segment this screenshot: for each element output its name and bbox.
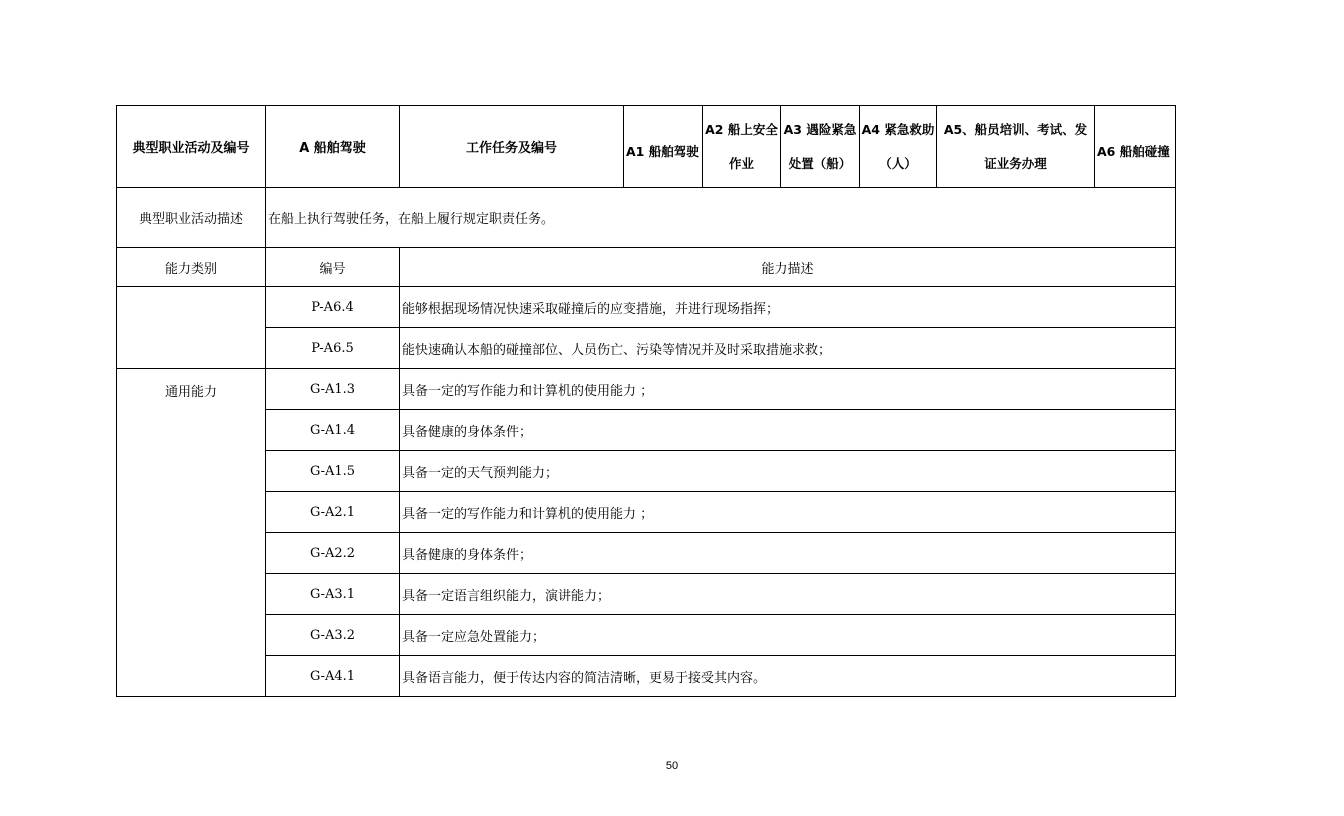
row-code: G-A1.5 — [266, 451, 400, 492]
row-desc: 具备语言能力，便于传达内容的简洁清晰，更易于接受其内容。 — [400, 656, 1176, 697]
row-code: G-A1.3 — [266, 369, 400, 410]
task-a2 — [703, 106, 781, 188]
row-desc: 具备一定的天气预判能力； — [400, 451, 1176, 492]
row-code: G-A2.2 — [266, 533, 400, 574]
row-desc: 具备健康的身体条件； — [400, 533, 1176, 574]
table-row — [117, 656, 1176, 697]
row-code: G-A4.1 — [266, 656, 400, 697]
task-a5-line1: A5、船员培训、考试、发 — [943, 121, 1088, 137]
row-desc: 能快速确认本船的碰撞部位、人员伤亡、污染等情况并及时采取措施求救； — [400, 328, 1176, 369]
general-category-cell: 通用能力 — [117, 369, 266, 697]
table-row — [117, 533, 1176, 574]
table-row — [117, 574, 1176, 615]
page-number: 50 — [665, 760, 679, 772]
task-a2-line2: 作业 — [728, 155, 754, 171]
task-a2-line1: A2 船上安全 — [705, 121, 778, 137]
table-row — [117, 328, 1176, 369]
row-desc: 能够根据现场情况快速采取碰撞后的应变措施，并进行现场指挥； — [400, 287, 1176, 328]
header-row — [117, 106, 1176, 188]
task-label: 工作任务及编号 — [400, 106, 624, 188]
table-row — [117, 410, 1176, 451]
table-row — [117, 615, 1176, 656]
activity-value: A 船舶驾驶 — [266, 106, 400, 188]
code-header: 编号 — [266, 248, 400, 287]
competency-table — [116, 105, 1176, 697]
task-a5-line2: 证业务办理 — [984, 155, 1047, 171]
desc-header: 能力描述 — [400, 248, 1176, 287]
row-desc: 具备一定应急处置能力； — [400, 615, 1176, 656]
description-label: 典型职业活动描述 — [117, 188, 266, 248]
task-a1-line1: A1 船舶驾驶 — [626, 143, 699, 159]
column-header-row — [117, 248, 1176, 287]
task-a1 — [624, 106, 703, 188]
row-desc: 具备健康的身体条件； — [400, 410, 1176, 451]
row-code: G-A2.1 — [266, 492, 400, 533]
row-code: P-A6.5 — [266, 328, 400, 369]
table-row — [117, 369, 1176, 410]
row-code: G-A1.4 — [266, 410, 400, 451]
row-desc: 具备一定语言组织能力，演讲能力； — [400, 574, 1176, 615]
task-a4-line2: （人） — [879, 155, 917, 171]
task-a3-line2: 处置（船） — [788, 155, 852, 171]
row-code: G-A3.2 — [266, 615, 400, 656]
task-a6-line1: A6 船舶碰撞 — [1097, 143, 1170, 159]
row-desc: 具备一定的写作能力和计算机的使用能力 ； — [400, 369, 1176, 410]
category-cell-empty — [117, 287, 266, 369]
task-a3 — [781, 106, 860, 188]
task-a4-line1: A4 紧急救助 — [861, 121, 935, 137]
table-row — [117, 492, 1176, 533]
task-a5 — [937, 106, 1095, 188]
task-a3-line1: A3 遇险紧急 — [783, 121, 857, 137]
description-row — [117, 188, 1176, 248]
table-row — [117, 451, 1176, 492]
category-header: 能力类别 — [117, 248, 266, 287]
task-a6 — [1095, 106, 1176, 188]
task-a4 — [860, 106, 937, 188]
activity-label: 典型职业活动及编号 — [117, 106, 266, 188]
row-desc: 具备一定的写作能力和计算机的使用能力 ； — [400, 492, 1176, 533]
row-code: P-A6.4 — [266, 287, 400, 328]
table-row — [117, 287, 1176, 328]
row-code: G-A3.1 — [266, 574, 400, 615]
description-text: 在船上执行驾驶任务，在船上履行规定职责任务。 — [266, 188, 1176, 248]
